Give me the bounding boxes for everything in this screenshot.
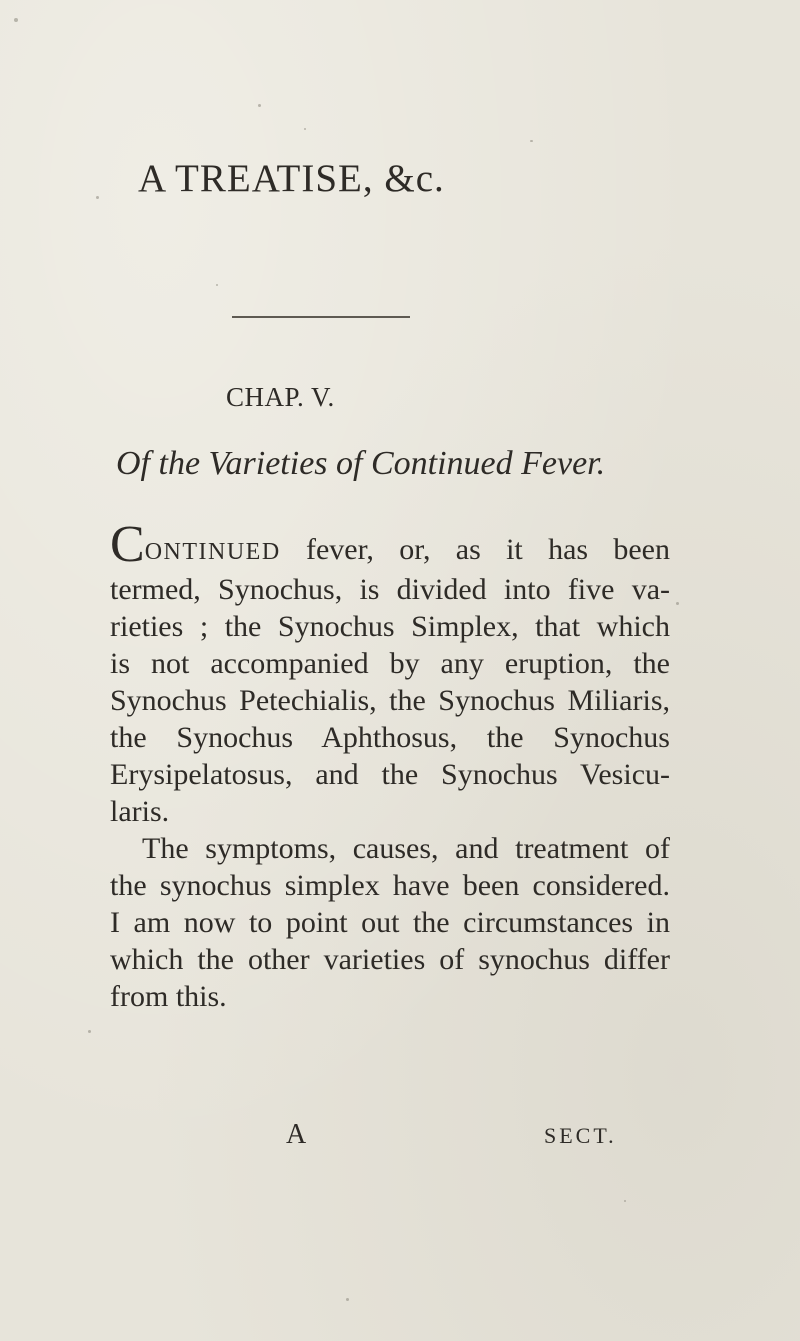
text-line: rieties ; the Synochus Simplex, that which [110, 610, 670, 643]
text-line: laris. [110, 795, 170, 828]
text-line: Erysipelatosus, and the Synochus Vesicu- [110, 758, 670, 791]
text-line: the Synochus Aphthosus, the Synochus [110, 721, 670, 754]
text-line: termed, Synochus, is divided into five va- [110, 573, 670, 606]
running-title: A TREATISE, &c. [138, 157, 445, 200]
paper-speck [88, 1030, 91, 1033]
text-line: from this. [110, 980, 227, 1013]
text-line: the synochus simplex have been considered. [110, 869, 670, 902]
text-line: The symptoms, causes, and treatment of [142, 832, 670, 865]
text-line: Synochus Petechialis, the Synochus Miliaris, [110, 684, 670, 717]
paper-speck [14, 18, 18, 22]
paper-speck [96, 196, 99, 199]
paper-speck [676, 602, 679, 605]
catchword: SECT. [544, 1123, 617, 1148]
paper-speck [346, 1298, 349, 1301]
text-line [110, 516, 670, 573]
small-caps-word: ONTINUED [144, 539, 281, 565]
paper-speck [624, 1200, 626, 1202]
text-line: I am now to point out the circumstances in [110, 906, 670, 939]
text-line: which the other varieties of synochus differ [110, 943, 670, 976]
drop-cap: C [110, 516, 145, 573]
chapter-heading: CHAP. V. [226, 382, 335, 412]
chapter-subtitle: Of the Varieties of Continued Fever. [116, 445, 606, 482]
paper-speck [216, 284, 218, 286]
text-run: fever, or, as it has been [280, 533, 670, 566]
signature-mark: A [286, 1119, 307, 1150]
body-text [110, 516, 670, 1015]
title-rule [232, 316, 410, 318]
paper-speck [530, 140, 533, 142]
paper-speck [258, 104, 261, 107]
text-line: is not accompanied by any eruption, the [110, 647, 670, 680]
paper-speck [304, 128, 306, 130]
